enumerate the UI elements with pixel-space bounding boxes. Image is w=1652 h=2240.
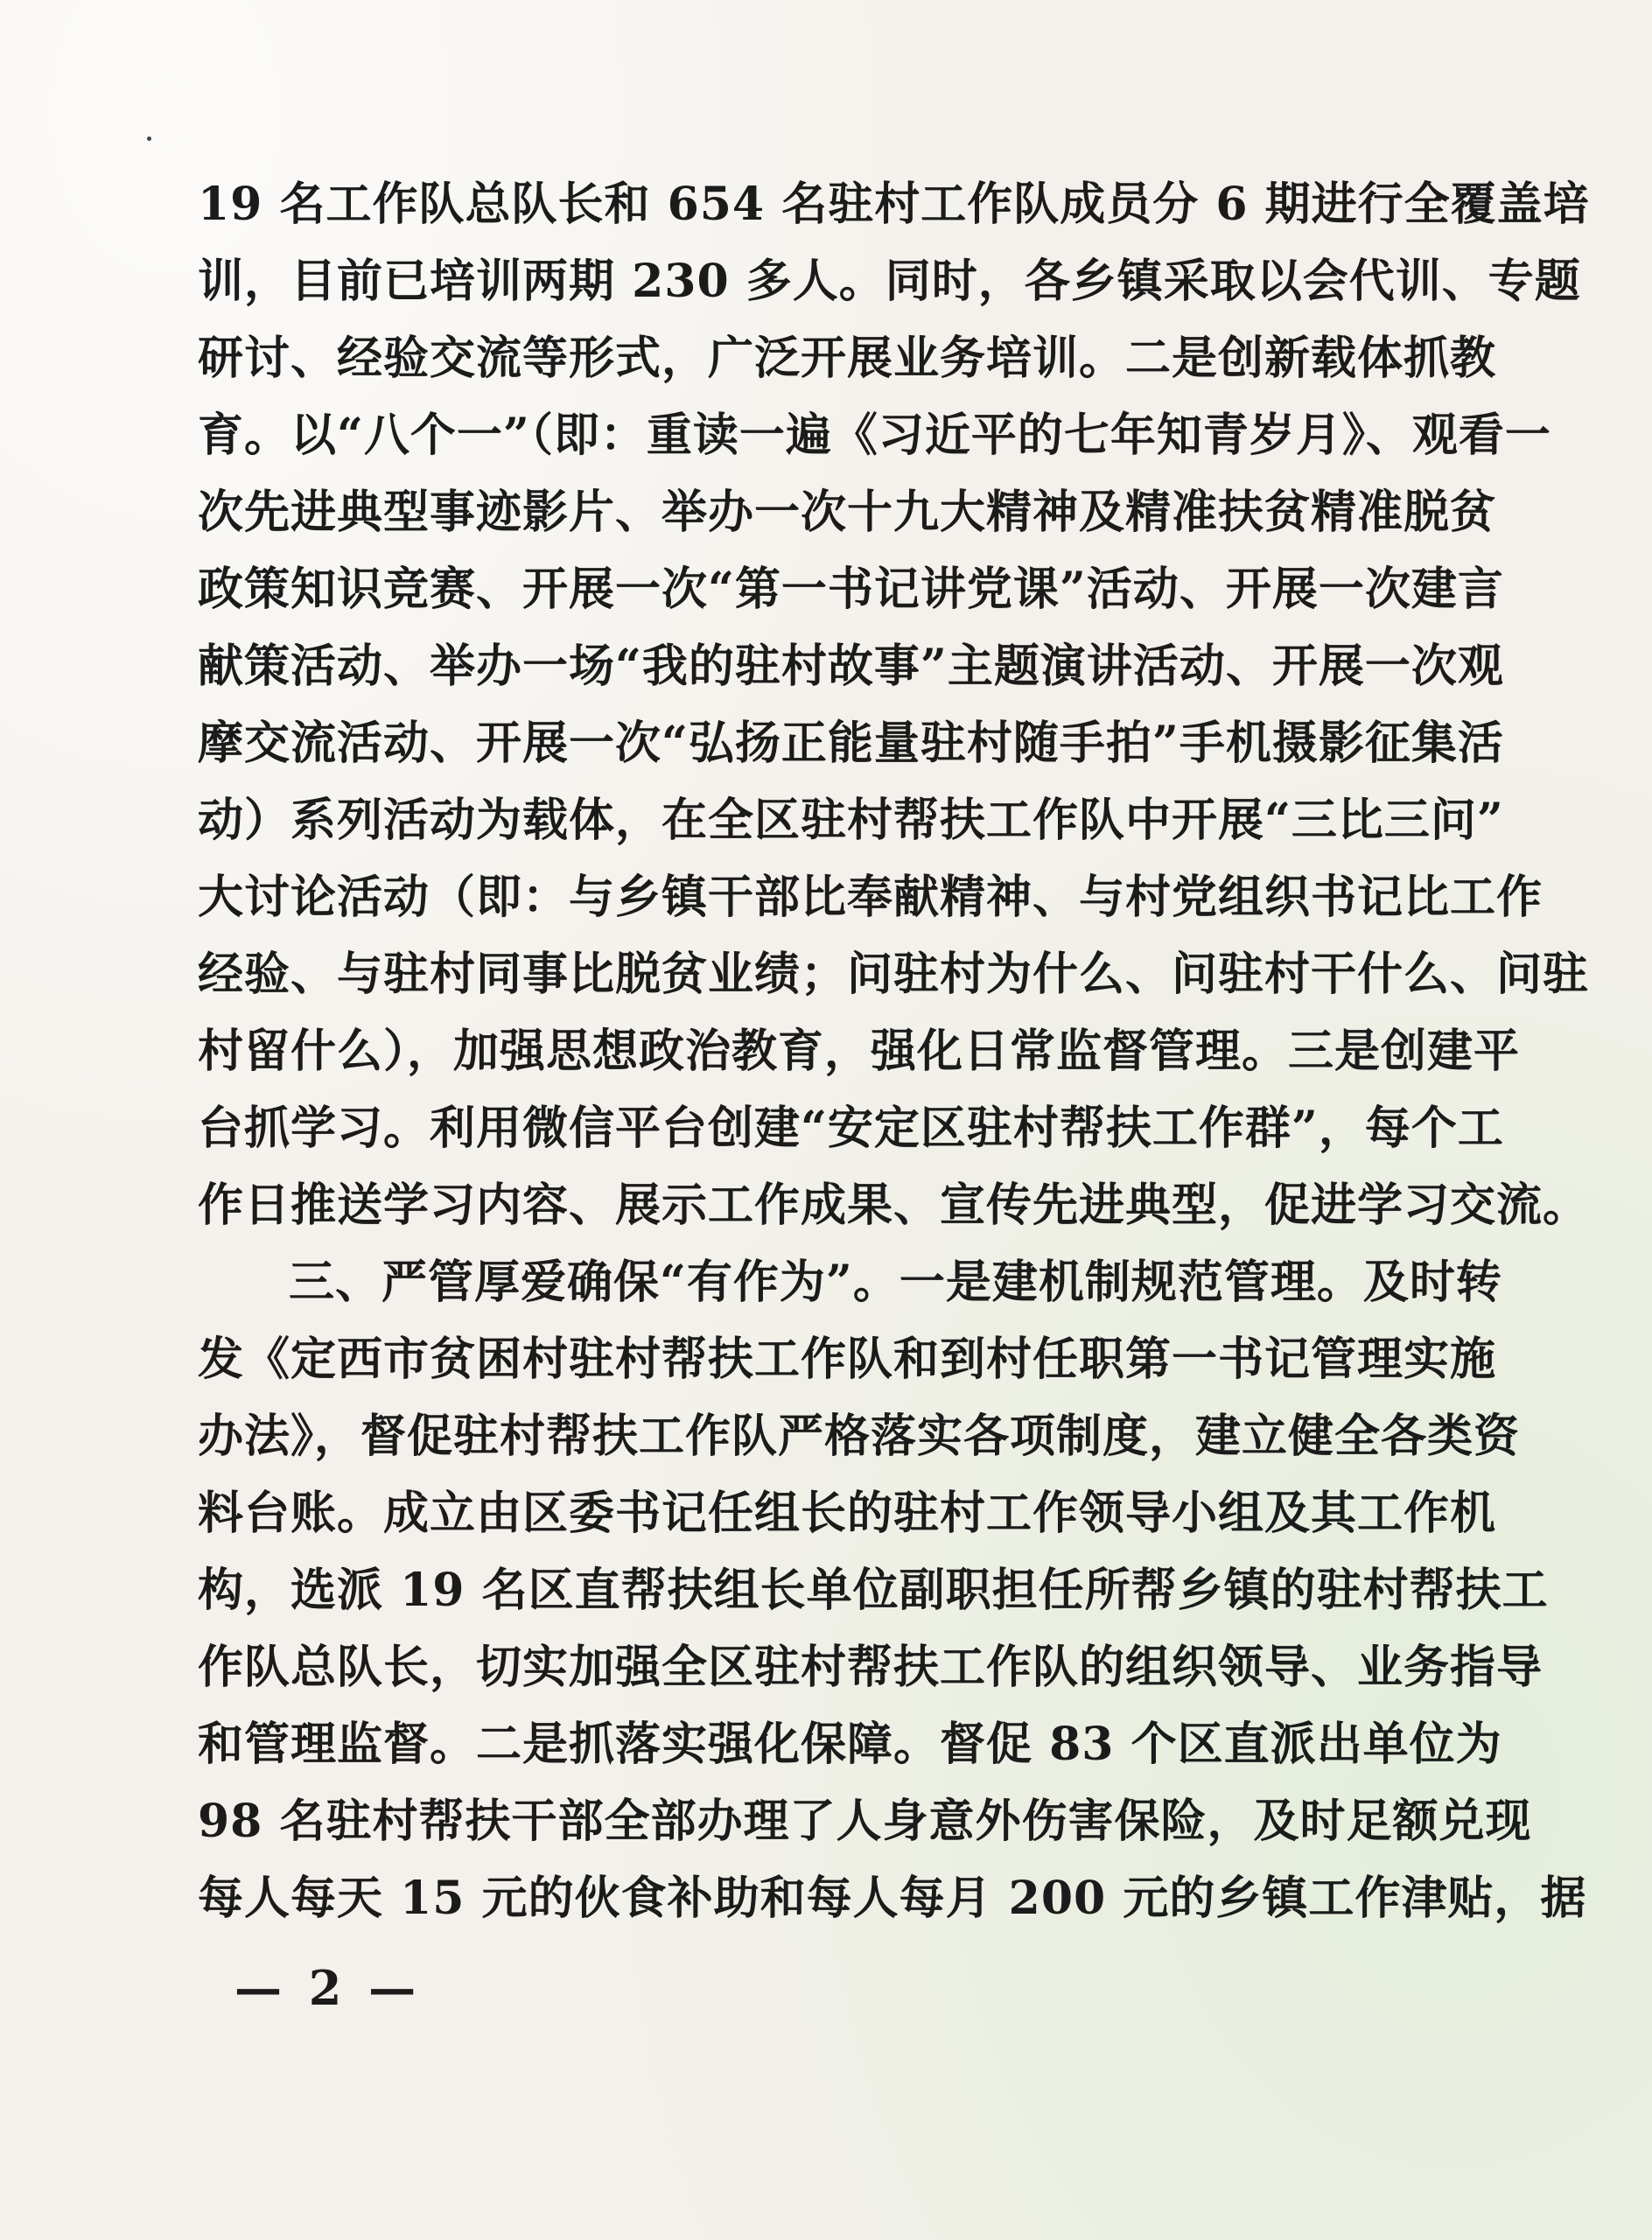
text-line: 构，选派 19 名区直帮扶组长单位副职担任所帮乡镇的驻村帮扶工: [198, 1564, 1549, 1617]
text-line: 98 名驻村帮扶干部全部办理了人身意外伤害保险，及时足额兑现: [198, 1795, 1532, 1848]
section-heading-line: 三、严管厚爱确保“有作为”。一是建机制规范管理。及时转: [289, 1256, 1502, 1309]
text-line: 经验、与驻村同事比脱贫业绩；问驻村为什么、问驻村干什么、问驻: [198, 948, 1590, 1001]
text-line: 献策活动、举办一场“我的驻村故事”主题演讲活动、开展一次观: [198, 640, 1504, 693]
text-line: 作队总队长，切实加强全区驻村帮扶工作队的组织领导、业务指导: [198, 1641, 1544, 1694]
text-line: 育。以“八个一”（即：重读一遍《习近平的七年知青岁月》、观看一: [198, 409, 1551, 462]
text-line: 动）系列活动为载体，在全区驻村帮扶工作队中开展“三比三问”: [198, 794, 1504, 847]
text-line: 料台账。成立由区委书记任组长的驻村工作领导小组及其工作机: [198, 1487, 1497, 1540]
text-line: 19 名工作队总队长和 654 名驻村工作队成员分 6 期进行全覆盖培: [198, 178, 1590, 231]
text-line: 每人每天 15 元的伙食补助和每人每月 200 元的乡镇工作津贴，据: [198, 1872, 1587, 1925]
text-line: 大讨论活动（即：与乡镇干部比奉献精神、与村党组织书记比工作: [198, 871, 1544, 924]
page-number: — 2 —: [234, 1960, 422, 2016]
scan-speck: [147, 136, 151, 141]
text-line: 政策知识竞赛、开展一次“第一书记讲党课”活动、开展一次建言: [198, 563, 1504, 616]
text-line: 发《定西市贫困村驻村帮扶工作队和到村任职第一书记管理实施: [198, 1333, 1497, 1386]
text-line: 办法》，督促驻村帮扶工作队严格落实各项制度，建立健全各类资: [198, 1410, 1521, 1463]
text-line: 研讨、经验交流等形式，广泛开展业务培训。二是创新载体抓教: [198, 332, 1497, 385]
text-line: 村留什么），加强思想政治教育，强化日常监督管理。三是创建平: [198, 1025, 1521, 1078]
text-line: 摩交流活动、开展一次“弘扬正能量驻村随手拍”手机摄影征集活: [198, 717, 1504, 770]
text-line: 训，目前已培训两期 230 多人。同时，各乡镇采取以会代训、专题: [198, 255, 1581, 308]
document-body: [198, 166, 1590, 1937]
text-line: 次先进典型事迹影片、举办一次十九大精神及精准扶贫精准脱贫: [198, 486, 1497, 539]
text-line: 和管理监督。二是抓落实强化保障。督促 83 个区直派出单位为: [198, 1718, 1502, 1771]
text-line: 台抓学习。利用微信平台创建“安定区驻村帮扶工作群”，每个工: [198, 1102, 1504, 1155]
text-line: 作日推送学习内容、展示工作成果、宣传先进典型，促进学习交流。: [198, 1179, 1590, 1232]
